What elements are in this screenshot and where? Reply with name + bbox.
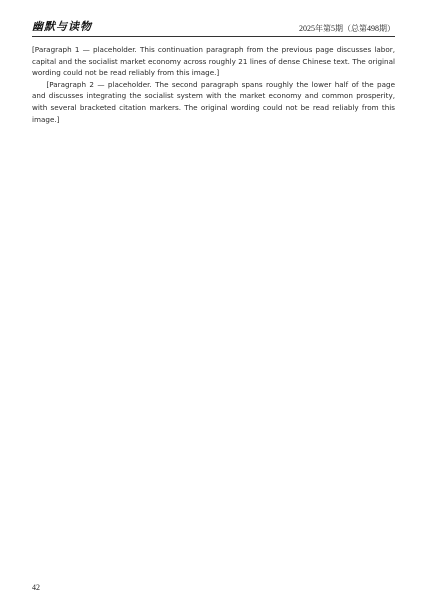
journal-name: 幽默与读物 [32,20,92,33]
body-paragraph: [Paragraph 1 — placeholder. This continuation paragraph from the previous page discusses labor, capital and the socialist market economy across roughly 21 lines of dense Chinese text. The original wording could not be read reliably from this image.] [32,45,395,78]
body-paragraph: [Paragraph 2 — placeholder. The second paragraph spans roughly the lower half of the page and discusses integrating the socialist system with the market economy and common prosperity, with several bracketed citation markers. The original wording could not be read reliably from this image.] [32,79,395,124]
running-header [32,18,395,34]
page-number: 42 [32,583,40,592]
issue-info: 2025年第5期（总第498期） [299,24,395,33]
header-rule [32,36,395,37]
article-body [32,44,395,576]
